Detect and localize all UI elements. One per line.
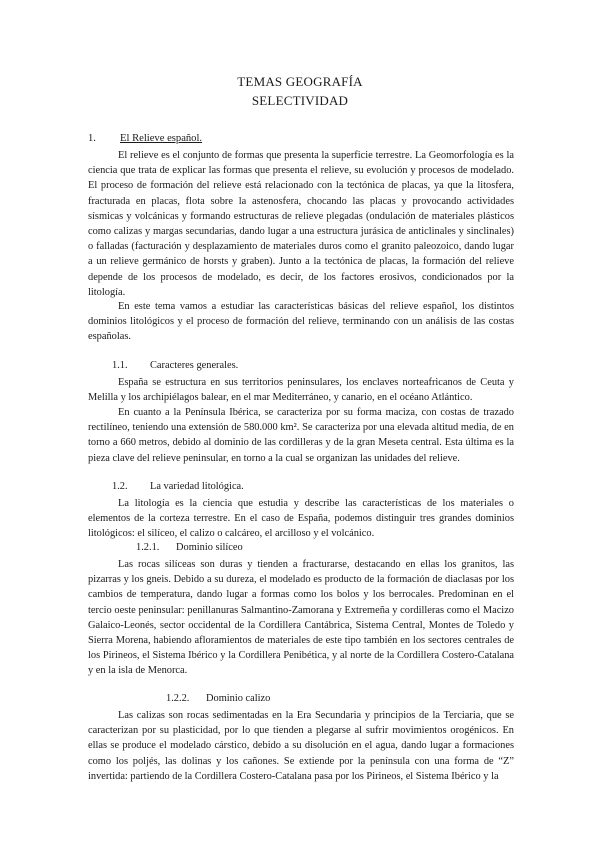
section-1-2-2-title: Dominio calizo <box>206 693 271 704</box>
section-1-2-1-heading <box>136 542 243 553</box>
section-1-1-heading <box>112 360 238 371</box>
section-1-1-number: 1.1. <box>112 360 128 371</box>
section-1-2-paragraph-1: La litología es la ciencia que estudia y describe las características de los materiales o elementos de la corteza terrestre. En el caso de España, podemos distinguir tres grandes dominios litológicos: el silíceo, el calizo o calcáreo, el arcilloso y el volcánico. <box>88 498 514 540</box>
document-title-line1: TEMAS GEOGRAFÍA <box>237 74 363 89</box>
section-1-2-2-paragraph-1: Las calizas son rocas sedimentadas en la Era Secundaria y principios de la Terciaria, que se caracterizan por su plasticidad, por lo que tienden a plegarse al sufrir movimientos orogénicos. En ellas se produce el modelado cárstico, debido a su disolución en el agua, dando lugar a formaciones como los poljés, las dolinas y los cañones. Se extiende por la península con una forma de “Z” invertida: partiendo de la Cordillera Costero-Catalana pasa por los Pirineos, el Sistema Ibérico y la <box>88 710 514 782</box>
section-1-2-2-heading <box>166 693 270 704</box>
section-1-2-1-title: Dominio silíceo <box>176 542 243 553</box>
section-1-paragraph-2: En este tema vamos a estudiar las características básicas del relieve español, los distintos dominios litológicos y el proceso de formación del relieve, terminando con un análisis de las costas españolas. <box>88 301 514 343</box>
section-1-1-paragraph-1: España se estructura en sus territorios peninsulares, los enclaves norteafricanos de Ceuta y Melilla y los archipiélagos balear, en el mar Mediterráneo, y canario, en el océano Atlántico. <box>88 377 514 404</box>
section-1-2-title: La variedad litológica. <box>150 481 244 492</box>
section-1-1-paragraph-2: En cuanto a la Península Ibérica, se caracteriza por su forma maciza, con costas de trazado rectilíneo, teniendo una extensión de 580.000 km². Se caracteriza por una elevada altitud media, de en torno a 660 metros, debido al dominio de las cordilleras y de la gran Meseta central. Esta última es la pieza clave del relieve peninsular, en torno a la cual se organizan las unidades del relieve. <box>88 407 514 464</box>
section-1-number: 1. <box>88 133 96 144</box>
section-1-2-1-number: 1.2.1. <box>136 542 160 553</box>
section-1-title: El Relieve español. <box>120 133 203 144</box>
section-1-heading <box>88 133 202 144</box>
section-1-2-2-number: 1.2.2. <box>166 693 190 704</box>
section-1-2-number: 1.2. <box>112 481 128 492</box>
section-1-2-1-paragraph-1: Las rocas silíceas son duras y tienden a fracturarse, destacando en ellas los granitos, las pizarras y los gneis. Debido a su dureza, el modelado es producto de la formación de diaclasas por los cambios de temperatura, dando lugar a formas como los bolos y los berrocales. Predominan en el tercio oeste peninsular: penillanuras Salmantino-Zamorana y Extremeña y cordilleras como el Macizo Galaico-Leonés, sector occidental de la Cordillera Cantábrica, Sistema Central, Montes de Toledo y Sierra Morena, habiendo afloramientos de materiales de este tipo también en los sectores centrales de los Pirineos, el Sistema Ibérico y la Cordillera Penibética, y al norte de la Cordillera Costero-Catalana y en la isla de Menorca. <box>88 559 514 677</box>
section-1-2-heading <box>112 481 244 492</box>
section-1-1-title: Caracteres generales. <box>150 360 239 371</box>
section-1-paragraph-1: El relieve es el conjunto de formas que presenta la superficie terrestre. La Geomorfología es la ciencia que trata de explicar las formas que presenta el relieve, su evolución y procesos de modelado. El proceso de formación del relieve está relacionado con la tectónica de placas, ya que la litosfera, fracturada en placas, flota sobre la astenosfera, chocando las placas y provocando actividades sísmicas y volcánicas y formando estructuras de relieve plegadas (ondulación de materiales plásticos como calizas y margas secundarias, dando lugar a una estructura jurásica de anticlinales y sinclinales) o falladas (facturación y desplazamiento de materiales duros como el granito paleozoico, dando lugar a un relieve germánico de horsts y graben). Junto a la tectónica de placas, la formación del relieve depende de los procesos de modelado, es decir, de los factores erosivos, condicionados por la litología. <box>88 150 514 298</box>
document-title-line2: SELECTIVIDAD <box>251 93 349 108</box>
